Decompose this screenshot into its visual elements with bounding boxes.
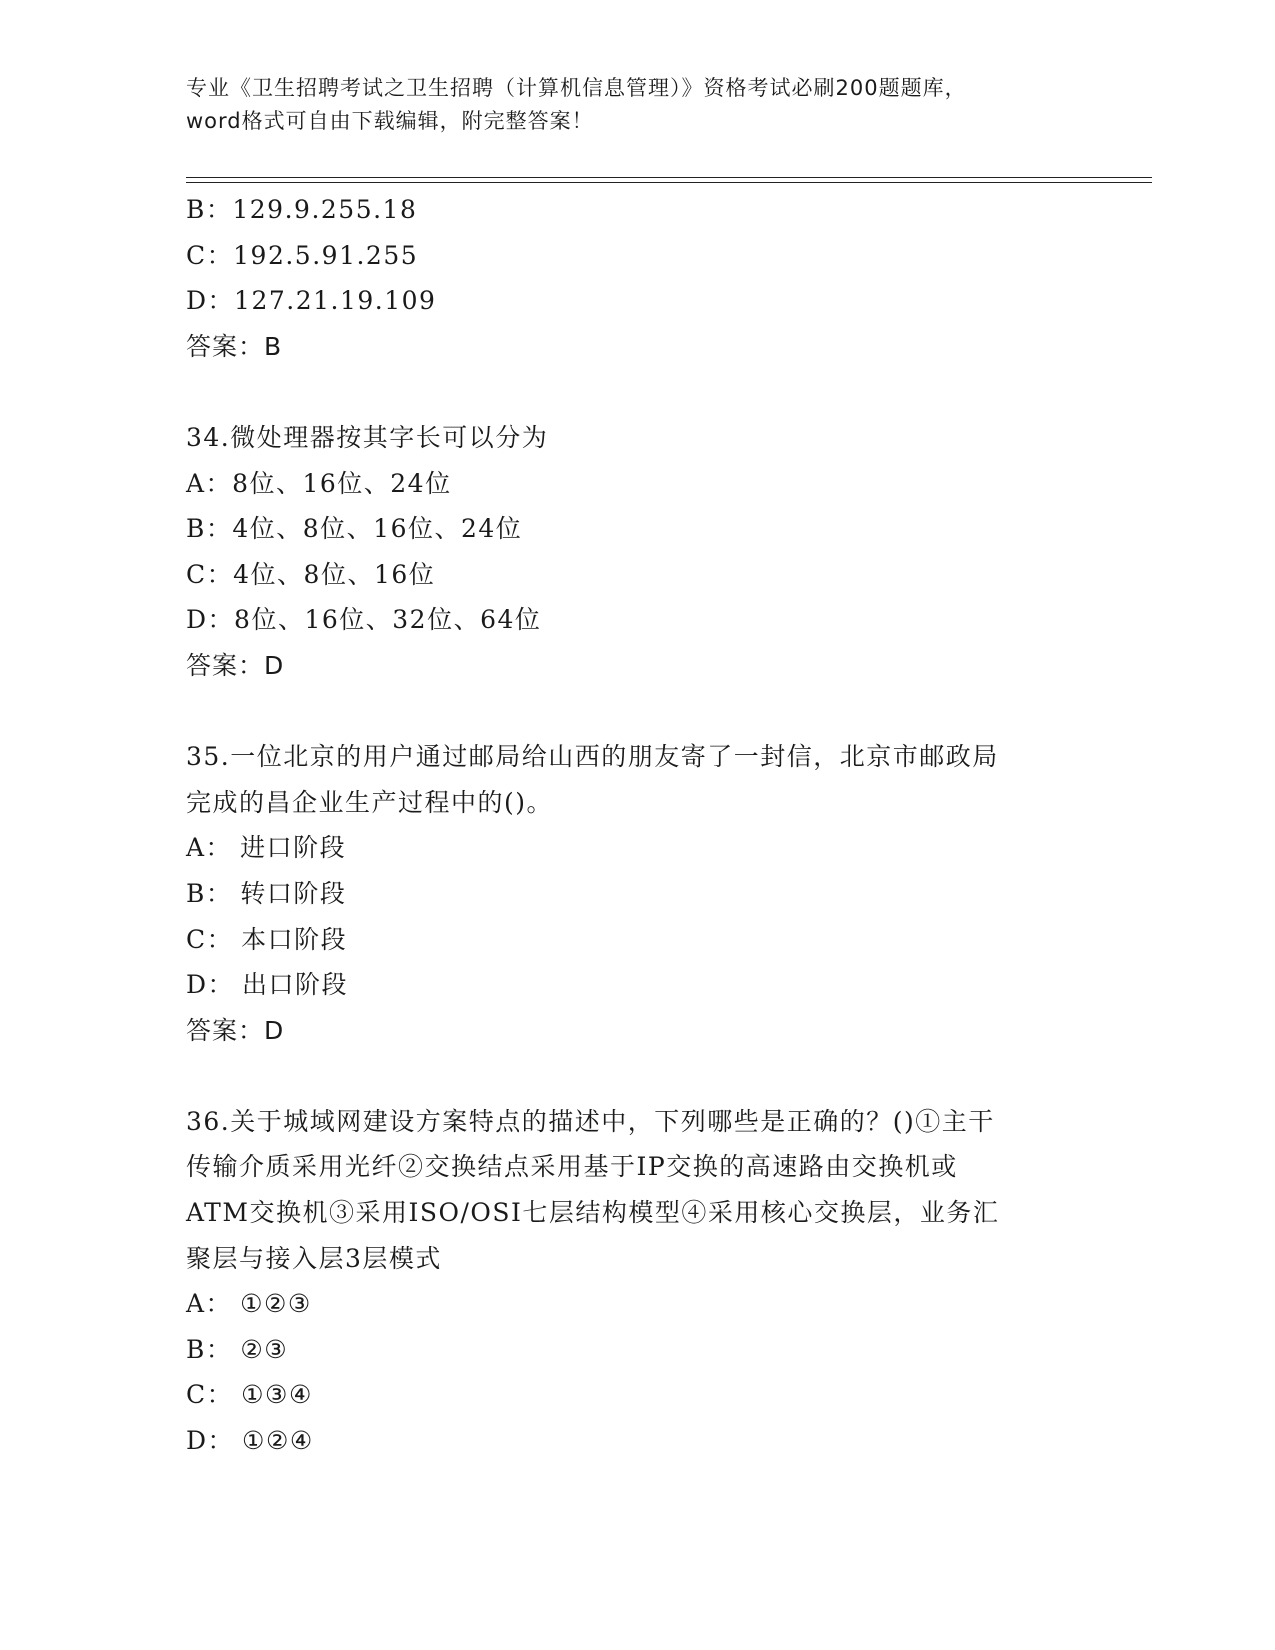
option-letter: A： <box>186 1289 233 1319</box>
option-letter: D： <box>186 1426 235 1456</box>
option-letter: C： <box>186 1380 234 1410</box>
option-text: 转口阶段 <box>240 878 347 908</box>
option-letter: D： <box>186 286 235 316</box>
option-letter: D： <box>186 605 235 635</box>
option-letter: B： <box>186 878 233 908</box>
option-letter: A： <box>186 833 233 863</box>
answer-line: 答案：D <box>186 650 285 680</box>
question-stem: ATM交换机③采用ISO/OSI七层结构模型④采用核心交换层，业务汇 <box>186 1198 1000 1228</box>
option-letter: B： <box>186 1334 233 1364</box>
question-33-continuation <box>186 187 1086 369</box>
question-stem: 完成的昌企业生产过程中的()。 <box>186 787 554 817</box>
option-text: ①②③ <box>240 1289 312 1319</box>
option-text: 4位、8位、16位、24位 <box>232 514 523 544</box>
question-stem: 传输介质采用光纤②交换结点采用基于IP交换的高速路由交换机或 <box>186 1152 958 1182</box>
option-text: 8位、16位、32位、64位 <box>234 605 542 635</box>
header-divider-top <box>186 177 1152 178</box>
option-text: ①③④ <box>241 1380 313 1410</box>
option-c <box>186 917 1086 963</box>
answer-line: 答案：D <box>186 1015 285 1045</box>
question-stem: 36.关于城域网建设方案特点的描述中，下列哪些是正确的？()①主干 <box>186 1106 995 1136</box>
option-letter: C： <box>186 924 234 954</box>
option-b <box>186 1327 1086 1373</box>
option-letter: C： <box>186 559 234 589</box>
question-stem: 34.微处理器按其字长可以分为 <box>186 422 549 452</box>
option-d <box>186 278 1086 324</box>
option-text: 出口阶段 <box>242 970 349 1000</box>
option-letter: C： <box>186 240 234 270</box>
option-d <box>186 962 1086 1008</box>
question-stem: 35.一位北京的用户通过邮局给山西的朋友寄了一封信，北京市邮政局 <box>186 742 999 772</box>
option-c <box>186 233 1086 279</box>
spacer <box>186 689 1086 735</box>
option-text: 进口阶段 <box>240 833 347 863</box>
question-35 <box>186 734 1086 1053</box>
option-d <box>186 597 1086 643</box>
option-text: ①②④ <box>242 1426 314 1456</box>
option-text: 127.21.19.109 <box>234 286 437 316</box>
header-divider-bottom <box>186 182 1152 183</box>
document-header <box>186 72 1086 138</box>
question-34 <box>186 415 1086 689</box>
spacer <box>186 369 1086 415</box>
option-text: 192.5.91.255 <box>233 240 419 270</box>
option-letter: A： <box>186 468 233 498</box>
option-letter: B： <box>186 514 233 544</box>
option-d <box>186 1418 1086 1464</box>
answer-line: 答案：B <box>186 331 283 361</box>
option-a <box>186 825 1086 871</box>
option-letter: D： <box>186 970 235 1000</box>
option-text: 4位、8位、16位 <box>233 559 436 589</box>
option-text: ②③ <box>240 1334 289 1364</box>
option-b <box>186 187 1086 233</box>
option-text: 8位、16位、24位 <box>232 468 452 498</box>
option-b <box>186 871 1086 917</box>
question-list <box>186 187 1086 1464</box>
header-title-line-2: word格式可自由下载编辑，附完整答案！ <box>186 109 594 133</box>
question-stem: 聚层与接入层3层模式 <box>186 1243 442 1273</box>
option-letter: B： <box>186 195 233 224</box>
question-36 <box>186 1099 1086 1464</box>
option-c <box>186 1372 1086 1418</box>
spacer <box>186 1053 1086 1099</box>
option-text: 129.9.255.18 <box>232 195 418 224</box>
option-a <box>186 1281 1086 1327</box>
option-b <box>186 506 1086 552</box>
option-a <box>186 461 1086 507</box>
header-title-line-1: 专业《卫生招聘考试之卫生招聘（计算机信息管理）》资格考试必刷200题题库， <box>186 76 967 100</box>
option-c <box>186 552 1086 598</box>
option-text: 本口阶段 <box>241 924 348 954</box>
